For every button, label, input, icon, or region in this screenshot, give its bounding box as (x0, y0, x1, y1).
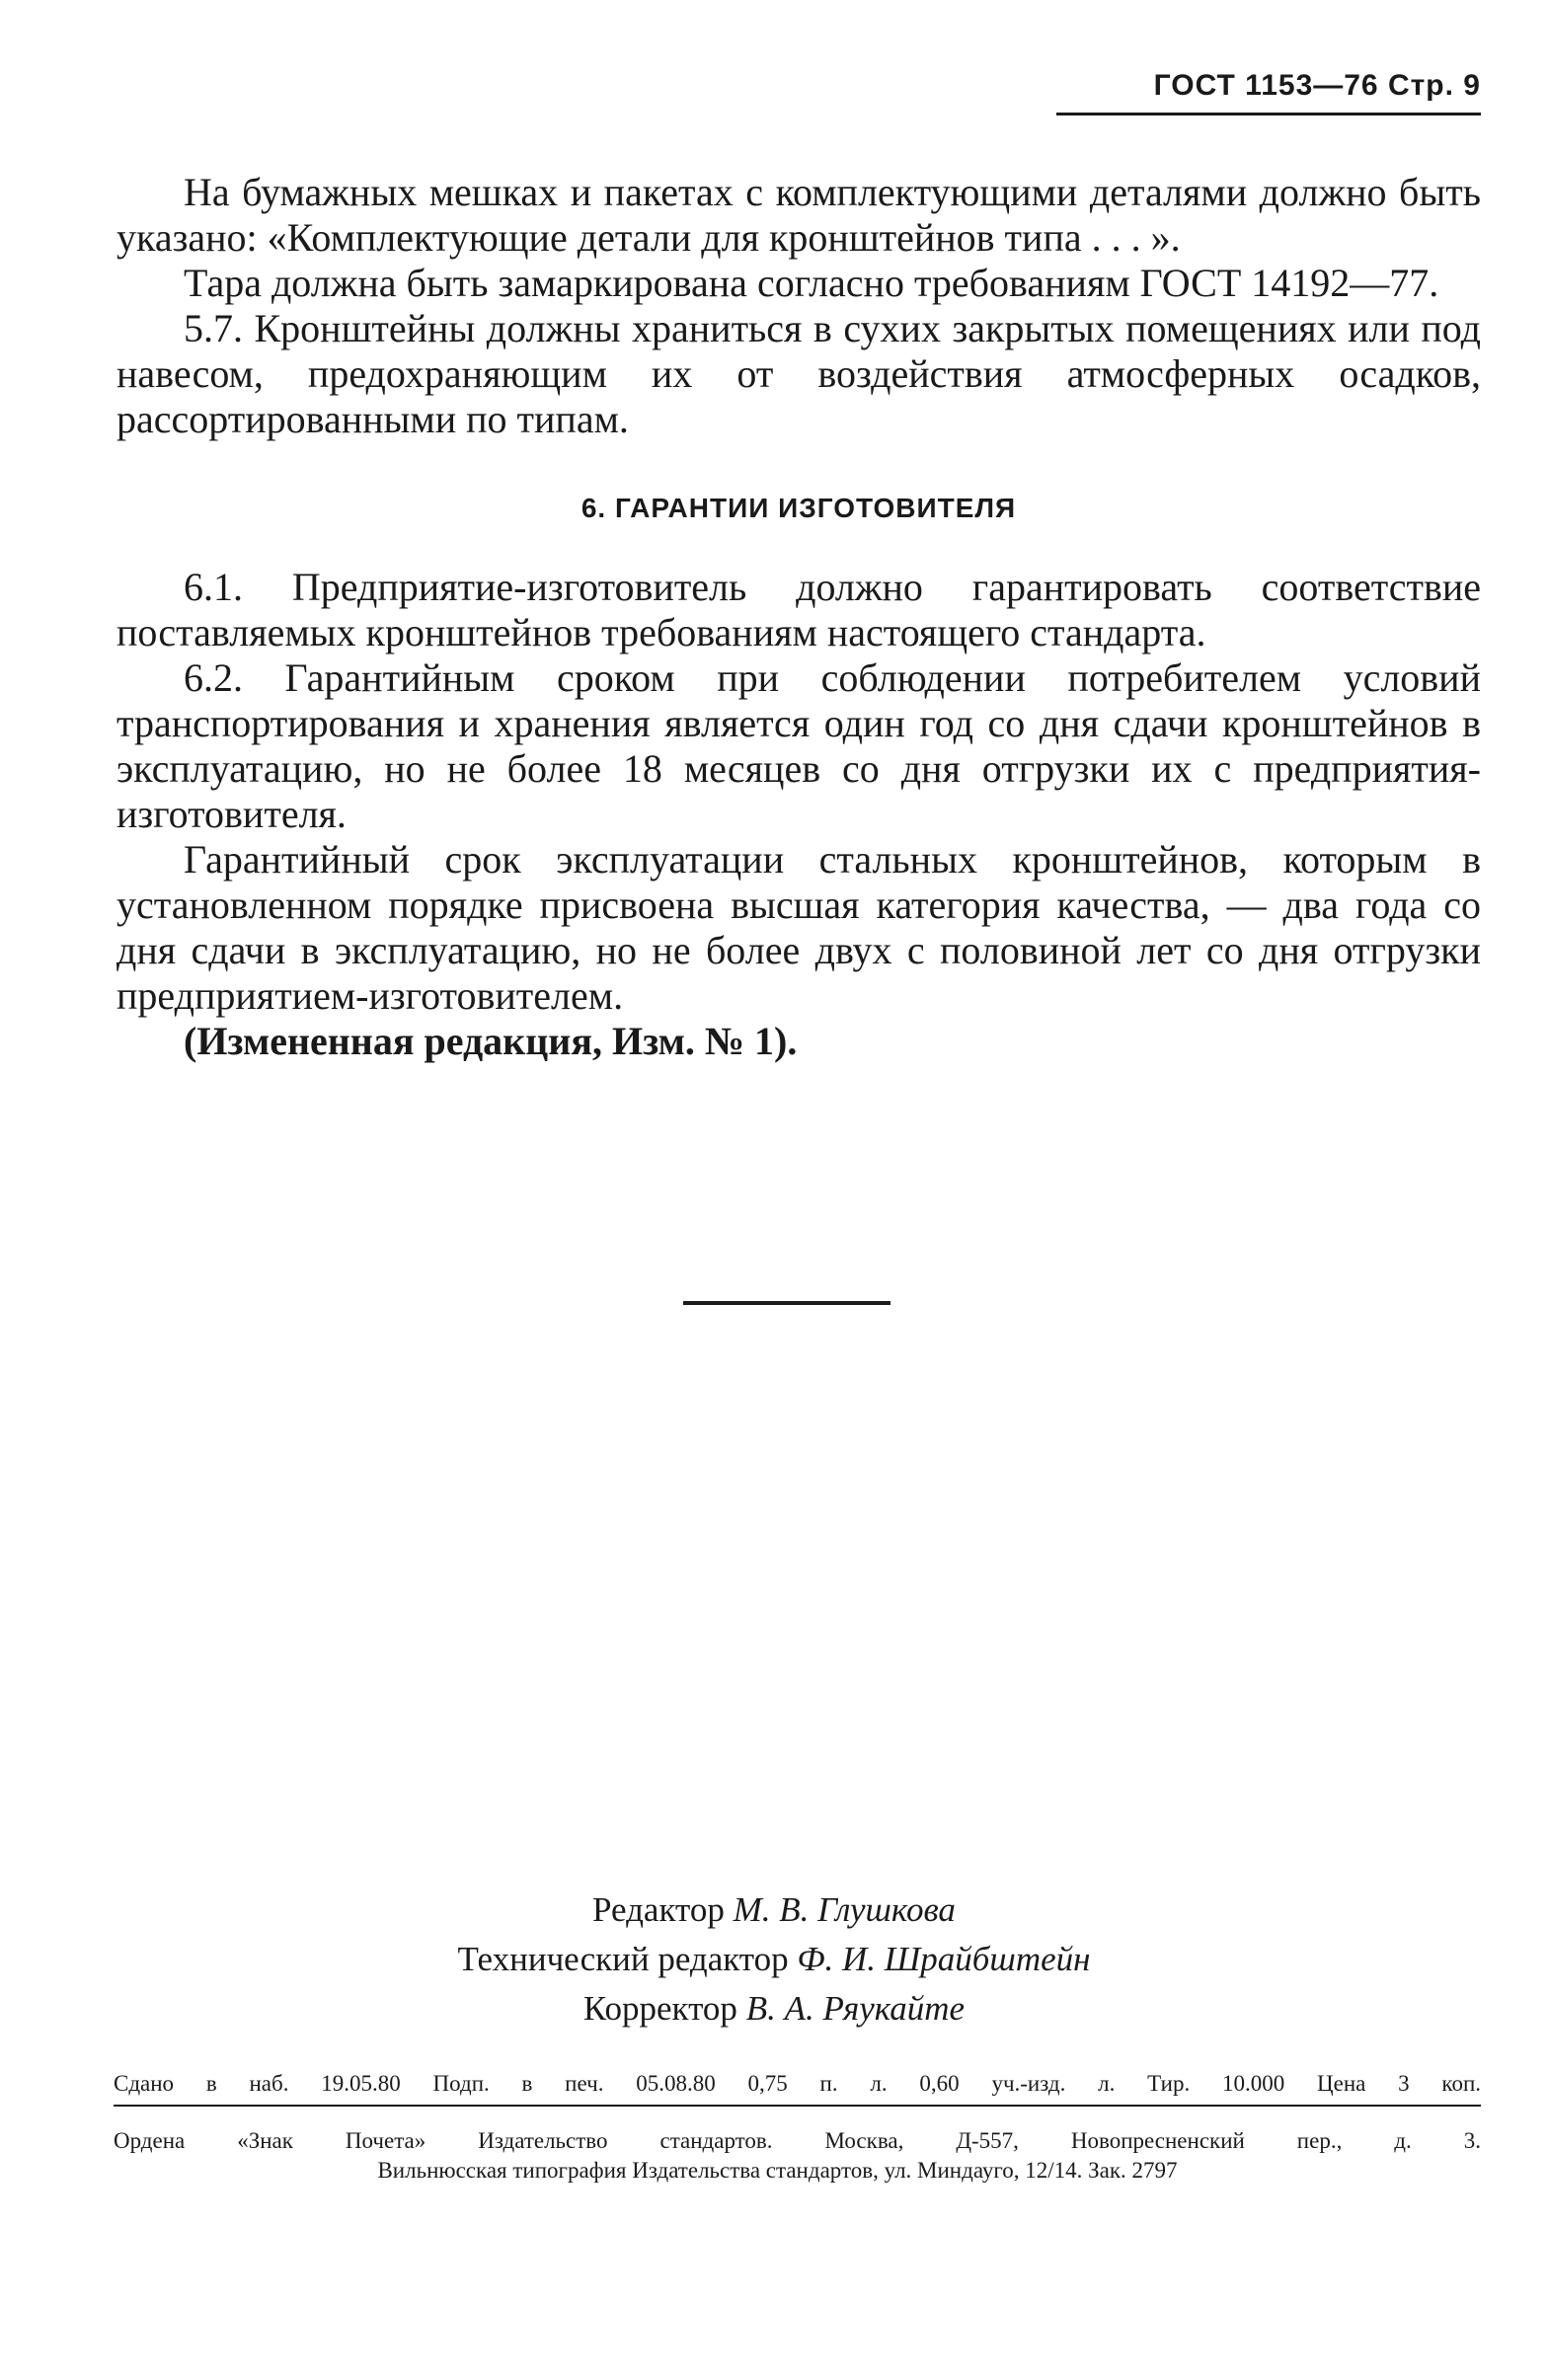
paragraph-marking-note: На бумажных мешках и пакетах с комплектующими деталями должно быть указано: «Комплектующие детали для кронштейнов типа . . . ». (116, 170, 1481, 260)
credit-editor-label: Редактор (592, 1890, 725, 1929)
paragraph-packaging: Тара должна быть замаркирована согласно требованиям ГОСТ 14192—77. (184, 261, 1439, 305)
credit-editor-name: М. В. Глушкова (733, 1890, 956, 1929)
imprint-printer-line: Вильнюсская типография Издательства стандартов, ул. Миндауго, 12/14. Зак. 2797 (377, 2158, 1178, 2183)
body-text (116, 170, 1481, 1064)
paragraph-6-2: 6.2. Гарантийным сроком при соблюдении потребителем условий транспортирования и хранения является один год со дня сдачи кронштейнов в эксплуатацию, но не более 18 месяцев со дня отгрузки их с предприятия-изготовителя. (116, 655, 1481, 836)
credit-corrector-name: В. А. Ряукайте (745, 1989, 966, 2028)
separator-rule (683, 1301, 890, 1305)
credit-tech-editor (0, 1935, 1548, 1984)
credit-tech-editor-name: Ф. И. Шрайбштейн (797, 1940, 1091, 1978)
imprint-print-data: Сдано в наб. 19.05.80 Подп. в печ. 05.08.80 0,75 п. л. 0,60 уч.-изд. л. Тир. 10.000 Цена 3 коп. (114, 2071, 1481, 2107)
credits-block (0, 1885, 1548, 2034)
imprint-publisher (114, 2126, 1481, 2186)
credit-tech-editor-label: Технический редактор (457, 1940, 789, 1978)
credit-editor (0, 1885, 1548, 1935)
paragraph-5-7: 5.7. Кронштейны должны храниться в сухих закрытых помещениях или под навесом, предохраняющим их от воздействия атмосферных осадков, рассортированными по типам. (116, 306, 1481, 441)
section-title: 6. ГАРАНТИИ ИЗГОТОВИТЕЛЯ (580, 493, 1017, 523)
credit-corrector-label: Корректор (582, 1989, 737, 2028)
amendment-note: (Измененная редакция, Изм. № 1). (184, 1019, 798, 1063)
page-header: ГОСТ 1153—76 Стр. 9 (1056, 69, 1481, 115)
imprint-publisher-line: Ордена «Знак Почета» Издательство стандартов. Москва, Д-557, Новопресненский пер., д. 3. (114, 2128, 1481, 2153)
paragraph-warranty-steel: Гарантийный срок эксплуатации стальных кронштейнов, которым в установленном порядке присвоена высшая категория качества, — два года со дня сдачи в эксплуатацию, но не более двух с половиной лет со дня отгрузки предприятием-изготовителем. (116, 837, 1481, 1018)
credit-corrector (0, 1984, 1548, 2034)
paragraph-6-1: 6.1. Предприятие-изготовитель должно гарантировать соответствие поставляемых кронштейнов требованиям настоящего стандарта. (116, 565, 1481, 654)
